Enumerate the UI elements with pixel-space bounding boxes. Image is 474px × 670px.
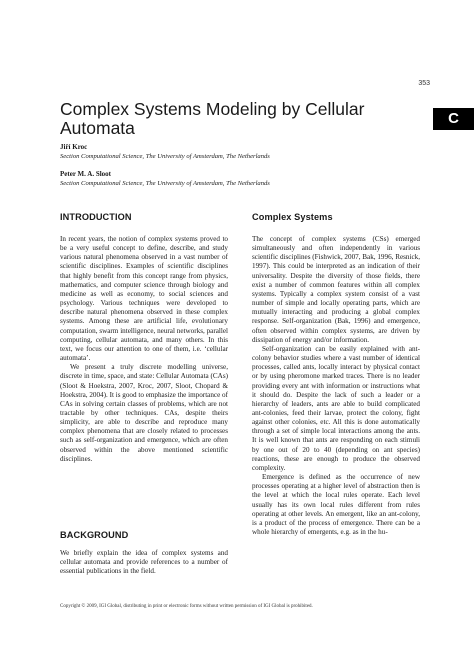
complex-systems-text [252, 235, 420, 537]
paragraph: The concept of complex systems (CSs) emerged simultaneously and often independently in various scientific disciplines (Fishwick, 2007, Bak, 1996, Resnick, 1997). This could be interpreted as an indication of their universality. Despite the diversity of those fields, there exist a number of common features within all complex systems. Typically a complex system consist of a vast number of simple and locally operating parts, which are mutually interacting and producing a global complex response. Self-organization (Bak, 1996) and emergence, often observed within complex systems, are driven by dissipation of energy and/or information. [252, 235, 420, 344]
section-letter-tab: C [433, 108, 474, 130]
author-name: Peter M. A. Sloot [60, 170, 111, 178]
author-block [60, 170, 420, 188]
page-number: 353 [418, 80, 430, 87]
author-affiliation: Section Computational Science, The University of Amsterdam, The Netherlands [60, 153, 270, 160]
paragraph: In recent years, the notion of complex systems proved to be a very useful concept to define, describe, and study various natural phenomena observed in a vast number of scientific disciplines. Examples of scientific disciplines that highly benefit from this concept range from physics, mathematics, and computer science through biology and medicine as well as economy, to social sciences and psychology. Various techniques were developed to describe natural phenomena observed in these complex systems. Among these are artificial life, evolutionary computation, swarm intelligence, neural networks, parallel computing, cellular automata, and many others. In this text, we focus our attention to one of them, i.e. ‘cellular automata’. [60, 235, 228, 363]
author-block [60, 143, 420, 161]
section-heading-introduction: INTRODUCTION [60, 212, 132, 222]
section-heading-complex-systems: Complex Systems [252, 212, 333, 222]
paragraph: Self-organization can be easily explained with ant-colony behavior studies where a vast number of identical processes, called ants, locally interact by physical contact or by using pheromone marked traces. There is no leader providing every ant with information or instructions what it should do. Despite the lack of such a leader or a hierarchy of leaders, ants are able to build complicated ant-colonies, feed their larvae, protect the colony, fight against other colonies, etc. All this is done automatically through a set of simple local interactions among the ants. It is well known that ants are responding on each stimuli by one out of 20 to 40 (depending on ant species) reactions, these are enough to produce the observed complexity. [252, 344, 420, 472]
paragraph: We briefly explain the idea of complex systems and cellular automata and provide references to a number of essential publications in the field. [60, 549, 228, 576]
section-heading-background: BACKGROUND [60, 530, 129, 540]
author-affiliation: Section Computational Science, The University of Amsterdam, The Netherlands [60, 180, 270, 187]
paragraph: We present a truly discrete modelling universe, discrete in time, space, and state: Cellular Automata (CAs) (Sloot & Hoekstra, 2007, Kroc, 2007, Sloot, Chopard & Hoekstra, 2004). It is good to emphasize the importance of CAs in solving certain classes of problems, which are not tractable by other techniques. CAs, despite theirs simplicity, are able to describe and reproduce many complex phenomena that are closely related to processes such as self-organization and emergence, which are often observed within the above mentioned scientific disciplines. [60, 363, 228, 463]
introduction-text [60, 235, 228, 464]
paragraph: Emergence is defined as the occurrence of new processes operating at a higher level of abstraction then is the level at which the local rules operate. Each level usually has its own local rules different from rules operating at other levels. An emergent, like an ant-colony, is a product of the process of emergence. There can be a whole hierarchy of emergents, e.g. as in the hu- [252, 473, 420, 536]
article-title: Complex Systems Modeling by Cellular Automata [60, 99, 365, 138]
copyright-footer: Copyright © 2009, IGI Global, distributing in print or electronic forms without written permission of IGI Global is prohibited. [60, 604, 313, 609]
background-text [60, 549, 228, 576]
author-name: Jiří Kroc [60, 143, 88, 151]
